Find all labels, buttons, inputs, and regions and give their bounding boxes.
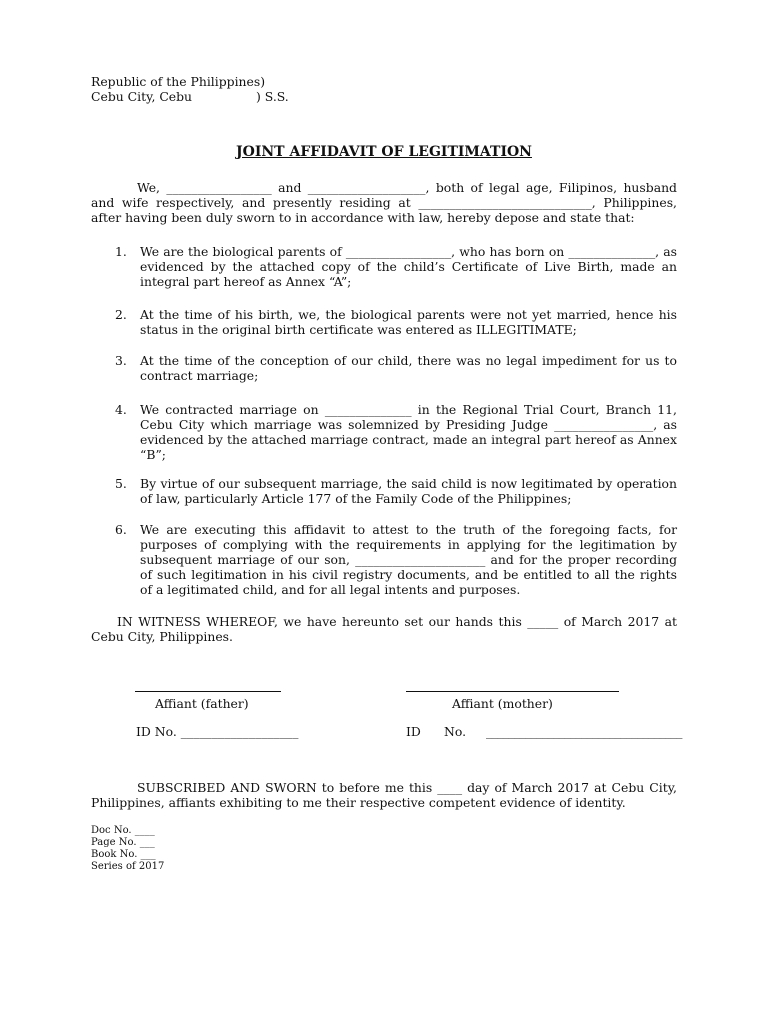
sworn-paragraph: SUBSCRIBED AND SWORN to before me this ____ day of March 2017 at Cebu City, Philippines, affiants exhibiting to me their respective competent evidence of identity. [91,780,677,810]
item-number: 1. [115,244,127,259]
intro-paragraph: We, _________________ and ___________________, both of legal age, Filipinos, husband and wife respectively, and presently residing at ____________________________, Philippines, after having been duly sworn to in accordance with law, hereby depose and state that: [91,180,677,225]
document-title: JOINT AFFIDAVIT OF LEGITIMATION [236,144,532,160]
witness-paragraph: IN WITNESS WHEREOF, we have hereunto set our hands this _____ of March 2017 at Cebu City, Philippines. [91,614,677,644]
item-number: 4. [115,402,127,417]
item-text: We are executing this affidavit to attest to the truth of the foregoing facts, for purposes of complying with the requirements in applying for the legitimation by subsequent marriage of our son, _____________________ and for the proper recording of such legitimation in his civil registry documents, and be entitled to all the rights of a legitimated child, and for all legal intents and purposes. [140,522,677,597]
header-city: Cebu City, Cebu [91,89,193,104]
header-republic: Republic of the Philippines) [91,74,266,89]
item-text: At the time of the conception of our child, there was no legal impediment for us to contract marriage; [140,353,677,383]
father-signature-line [135,691,281,692]
mother-id-blank: ___________________________________ [486,724,682,739]
item-number: 6. [115,522,127,537]
affiant-mother-label: Affiant (mother) [452,696,553,711]
doc-number: Doc No. ____ [91,825,155,836]
series-year: Series of 2017 [91,861,165,872]
item-number: 5. [115,476,127,491]
mother-signature-line [406,691,619,692]
header-ss: ) S.S. [256,89,289,104]
father-id-field: ID No. ___________________ [136,724,299,739]
mother-id-no-label: No. [444,724,467,739]
affiant-father-label: Affiant (father) [155,696,249,711]
item-text: By virtue of our subsequent marriage, the said child is now legitimated by operation of law, particularly Article 177 of the Family Code of the Philippines; [140,476,677,506]
mother-id-prefix: ID [406,724,421,739]
item-number: 2. [115,307,127,322]
book-number: Book No. ___ [91,849,156,860]
item-text: We contracted marriage on ______________ in the Regional Trial Court, Branch 11, Cebu City which marriage was solemnized by Presiding Judge ________________, as evidenced by the attached marriage contract, made an integral part hereof as Annex “B”; [140,402,677,462]
page-number: Page No. ___ [91,837,155,848]
item-text: We are the biological parents of _________________, who has born on ______________, as evidenced by the attached copy of the child’s Certificate of Live Birth, made an integral part hereof as Annex “A”; [140,244,677,289]
item-text: At the time of his birth, we, the biological parents were not yet married, hence his status in the original birth certificate was entered as ILLEGITIMATE; [140,307,677,337]
item-number: 3. [115,353,127,368]
